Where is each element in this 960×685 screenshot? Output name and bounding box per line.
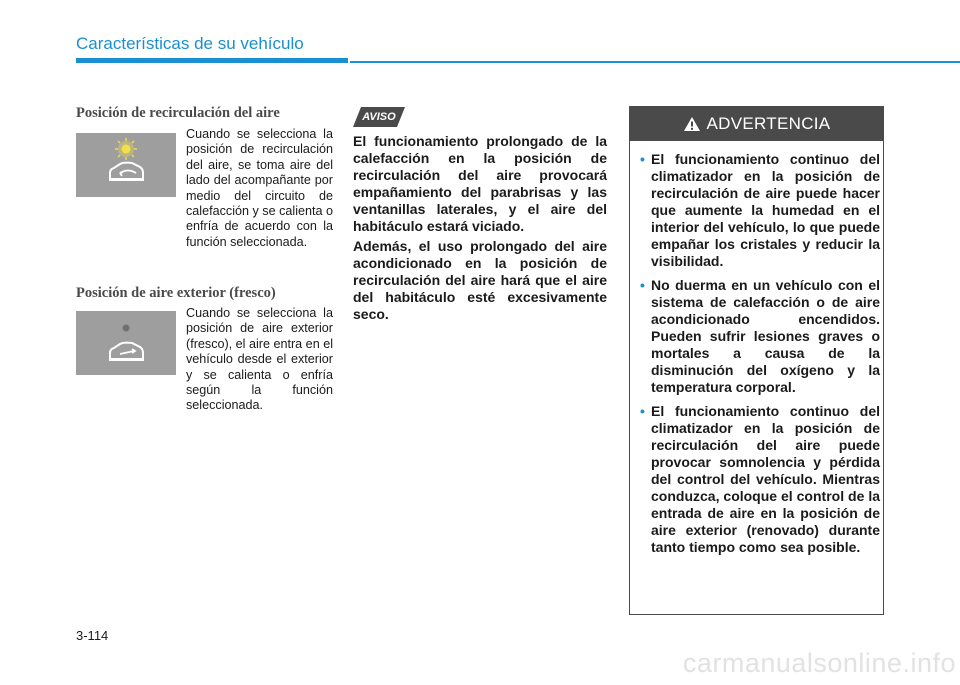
warning-item-text: El funcionamiento continuo del climatizador en la posición de recirculación de aire puede hacer que aumente la humedad en el interior del vehículo, lo que puede empañar los cristales y reducir la visibilidad.	[651, 151, 880, 269]
header-rule-thick	[76, 58, 348, 63]
recirculation-description: Cuando se selecciona la posición de recirculación del aire, se toma aire del lado del acompañante por medio del circuito de calefacción y se calienta o enfría de acuerdo con la función seleccionada.	[186, 127, 334, 249]
watermark: carmanualsonline.info	[682, 648, 956, 678]
notice-paragraph-1: El funcionamiento prolongado de la calefacción en la posición de recirculación del aire provocará empañamiento del parabrisas y las ventanillas laterales, y el aire del habitáculo estará viciado.	[353, 133, 607, 234]
notice-paragraph-2: Además, el uso prolongado del aire acondicionado en la posición de recirculación del aire hará que el aire del habitáculo esté excesivamente seco.	[353, 238, 607, 322]
recirculation-heading: Posición de recirculación del aire	[76, 105, 280, 121]
page-number: 3-114	[76, 628, 109, 643]
warning-item	[640, 151, 880, 270]
bullet-icon: •	[640, 277, 645, 293]
recirculation-car-icon	[76, 133, 176, 197]
fresh-air-description: Cuando se selecciona la posición de aire exterior (fresco), el aire entra en el vehículo desde el exterior y se calienta o enfría según la función seleccionada.	[186, 306, 333, 413]
warning-item	[640, 403, 880, 556]
recirculation-button-image	[76, 133, 176, 197]
warning-item-text: El funcionamiento continuo del climatizador en la posición de recirculación del aire puede provocar somnolencia y pérdida del control del vehículo. Mientras conduzca, coloque el control de la entrada de aire en la posición de aire exterior (renovado) durante tanto tiempo como sea posible.	[651, 403, 880, 555]
notice-badge	[353, 107, 405, 127]
fresh-air-heading: Posición de aire exterior (fresco)	[76, 285, 276, 301]
warning-item-text: No duerma en un vehículo con el sistema de calefacción o de aire acondicionado encendidos. Pueden sufrir lesiones graves o mortales a causa de la disminución del oxígeno y la temperatura corporal.	[651, 277, 880, 395]
warning-box	[629, 106, 884, 615]
fresh-air-car-icon	[76, 311, 176, 375]
warning-header	[630, 107, 883, 141]
fresh-air-button-image	[76, 311, 176, 375]
header-rule-thin	[350, 61, 960, 63]
bullet-icon: •	[640, 151, 645, 167]
section-title: Características de su vehículo	[76, 34, 304, 53]
warning-list	[640, 151, 880, 563]
warning-title: ADVERTENCIA	[706, 114, 831, 133]
warning-item	[640, 277, 880, 396]
warning-triangle-icon	[683, 116, 701, 132]
notice-badge-label: AVISO	[362, 111, 396, 123]
bullet-icon: •	[640, 403, 645, 419]
